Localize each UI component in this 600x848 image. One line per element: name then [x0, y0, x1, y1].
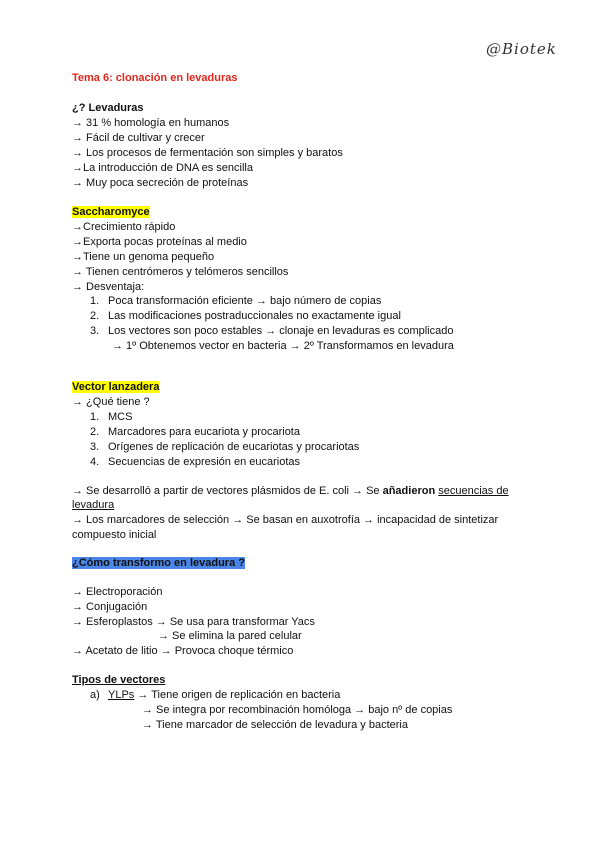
- numbered-item: [90, 455, 300, 469]
- item-text: Poca transformación eficiente → bajo número de copias: [108, 295, 382, 307]
- numbered-item: [90, 425, 300, 439]
- vector-name: YLPs: [108, 689, 135, 701]
- section-heading-levaduras: ¿? Levaduras: [72, 102, 144, 114]
- list-item: → Conjugación: [72, 601, 148, 613]
- list-item: → Desventaja:: [72, 281, 145, 293]
- item-number: 3.: [90, 441, 100, 453]
- numbered-item: [90, 324, 453, 338]
- list-item: → Fácil de cultivar y crecer: [72, 132, 205, 144]
- list-item: →Exporta pocas proteínas al medio: [72, 236, 247, 248]
- list-item: → Muy poca secreción de proteínas: [72, 177, 249, 189]
- section-heading-vector-lanzadera: [72, 380, 159, 394]
- list-item: → Los procesos de fermentación son simples y baratos: [72, 147, 343, 159]
- item-number: 2.: [90, 310, 100, 322]
- item-number: 1.: [90, 411, 100, 423]
- logo: @Biotek: [486, 40, 557, 58]
- numbered-item: [90, 309, 401, 323]
- item-text: → Tiene origen de replicación en bacteria: [134, 689, 341, 701]
- paragraph-continuation: compuesto inicial: [72, 529, 157, 541]
- text-underlined: secuencias de: [438, 485, 509, 497]
- sub-item: → 1º Obtenemos vector en bacteria → 2º Transformamos en levadura: [112, 340, 454, 352]
- question: → ¿Qué tiene ?: [72, 396, 150, 408]
- heading-text: ¿Cómo transformo en levadura ?: [72, 557, 245, 569]
- section-heading-saccharomyce: [72, 205, 150, 219]
- numbered-item: [90, 410, 132, 424]
- paragraph-continuation: [72, 498, 114, 512]
- page-title: Tema 6: clonación en levaduras: [72, 72, 238, 84]
- sub-item: → Se integra por recombinación homóloga → bajo nº de copias: [142, 704, 453, 716]
- item-text: Orígenes de replicación de eucariotas y procariotas: [108, 441, 360, 453]
- section-heading-tipos: Tipos de vectores: [72, 674, 166, 686]
- numbered-item: [90, 294, 381, 308]
- list-item: →La introducción de DNA es sencilla: [72, 162, 253, 174]
- item-text: Las modificaciones postraduccionales no exactamente igual: [108, 310, 401, 322]
- item-number: 2.: [90, 426, 100, 438]
- list-item: → Acetato de litio → Provoca choque térmico: [72, 645, 294, 657]
- item-text: Marcadores para eucariota y procariota: [108, 426, 300, 438]
- list-item: →Tiene un genoma pequeño: [72, 251, 215, 263]
- section-heading-transform: [72, 556, 245, 570]
- item-number: 1.: [90, 295, 100, 307]
- text-underlined: levadura: [72, 499, 115, 511]
- numbered-item: [90, 440, 359, 454]
- item-number: 3.: [90, 325, 100, 337]
- heading-text: Vector lanzadera: [72, 381, 160, 393]
- paragraph-development: [72, 484, 509, 498]
- text: → Se desarrolló a partir de vectores plásmidos de E. coli → Se: [72, 485, 383, 497]
- item-text: Secuencias de expresión en eucariotas: [108, 456, 301, 468]
- item-letter: a): [90, 689, 100, 701]
- list-item: → Electroporación: [72, 586, 163, 598]
- item-text: Los vectores son poco estables → clonaje en levaduras es complicado: [108, 325, 454, 337]
- paragraph-markers: → Los marcadores de selección → Se basan en auxotrofía → incapacidad de sintetizar: [72, 514, 499, 526]
- text-bold: añadieron: [382, 485, 436, 497]
- lettered-item: [90, 688, 340, 702]
- list-item: → Esferoplastos → Se usa para transformar Yacs: [72, 616, 315, 628]
- item-text: MCS: [108, 411, 133, 423]
- list-item: → 31 % homología en humanos: [72, 117, 230, 129]
- sub-item: → Tiene marcador de selección de levadura y bacteria: [142, 719, 408, 731]
- heading-text: Saccharomyce: [72, 206, 150, 218]
- sub-item: → Se elimina la pared celular: [158, 630, 302, 642]
- list-item: →Crecimiento rápido: [72, 221, 176, 233]
- item-number: 4.: [90, 456, 100, 468]
- list-item: → Tienen centrómeros y telómeros sencillos: [72, 266, 289, 278]
